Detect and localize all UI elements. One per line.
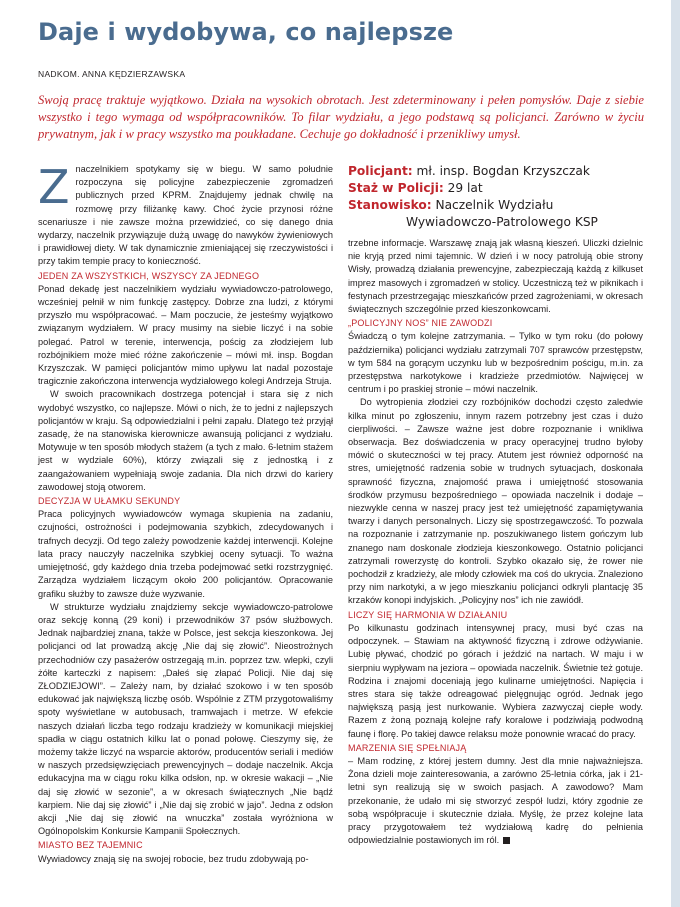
page-edge-strip bbox=[671, 0, 680, 907]
article-title: Daje i wydobywa, co najlepsze bbox=[38, 18, 454, 46]
paragraph bbox=[348, 755, 643, 847]
profile-value: Wywiadowczo-Patrolowego KSP bbox=[406, 215, 598, 229]
profile-label: Staż w Policji: bbox=[348, 181, 444, 195]
paragraph: Ponad dekadę jest naczelnikiem wydziału wywiadowczo-patrolowego, wcześniej pełnił w nim funkcję zastępcy. Dobrze zna ludzi, z którymi przyszło mu współpracować. – Mam poczucie, że jesteśmy wyjątkowo związanym wydziałem. W pracy musimy na siebie liczyć i na sobie polegać. Patrol w terenie, interwencja, pościg za złodziejem lub rozbójnikiem może mieć różne zakończenie – mówi mł. insp. Bogdan Krzyszczak. W pamięci policjantów mimo upływu lat nadal pozostaje tragicznie zakończona interwencja wydziałowego kolegi Andrzeja Struja. bbox=[38, 283, 333, 387]
section-heading: MIASTO BEZ TAJEMNIC bbox=[38, 840, 143, 851]
section-heading: JEDEN ZA WSZYSTKICH, WSZYSCY ZA JEDNEGO bbox=[38, 270, 260, 281]
paragraph: W swoich pracownikach dostrzega potencjał i stara się z nich wydobyć wszystko, co najlepsze. Mówi o nich, że to jedni z najlepszych policjantów w kraju. Są odpowiedzialni i pełni zapału. Dlatego też przyjął zasadę, że na stanowiska kierownicze awansują policjanci z wydziału. Motywuje w ten sposób młodych stażem (a tych z mało. 6-letnim stażem jest w wydziale 60%), którzy związali się z jednostką i z zaangażowaniem wypełniają swoje zadania. Dla nich drzwi do kariery zawodowej stoją otworem. bbox=[38, 389, 333, 492]
section-heading: DECYZJA W UŁAMKU SEKUNDY bbox=[38, 496, 181, 507]
article-lead: Swoją pracę traktuje wyjątkowo. Działa na wysokich obrotach. Jest zdeterminowany i pełen pomysłów. Daje z siebie wszystko i tego wymaga od współpracowników. To filar wydziału, a jego podstawą są policjanci. Zarówno w życiu prywatnym, jak i w pracy wszystko ma poukładane. Cechuje go dokładność i przenikliwy umysł. bbox=[38, 93, 644, 141]
section-heading: LICZY SIĘ HARMONIA W DZIAŁANIU bbox=[348, 609, 508, 620]
right-column bbox=[348, 163, 643, 847]
profile-label: Policjant: bbox=[348, 164, 413, 178]
profile-value: 29 lat bbox=[447, 181, 483, 195]
drop-cap: Z bbox=[38, 160, 70, 214]
profile-position-row bbox=[348, 197, 643, 231]
end-of-article-mark bbox=[503, 837, 510, 844]
profile-value: mł. insp. Bogdan Krzyszczak bbox=[416, 164, 590, 178]
profile-officer-row bbox=[348, 163, 643, 180]
paragraph: Praca policyjnych wywiadowców wymaga skupienia na zadaniu, czujności, ostrożności i podejmowania szybkich, zdecydowanych i trafnych decyzji. Od tego zależy powodzenie każdej interwencji. Kolejne lata pracy nauczyły naczelnika szybkiej oceny sytuacji. To ważna umiejętność, gdy każdego dnia trzeba podejmować setki rozstrzygnięć. Zarządza wydziałem liczącym około 200 policjantów. Opracowanie grafiku służby to zawsze duże wyzwanie. bbox=[38, 509, 333, 599]
paragraph: Świadczą o tym kolejne zatrzymania. – Tylko w tym roku (do połowy października) policjanci wydziału zatrzymali 707 sprawców przestępstw, w tym 584 na gorącym uczynku lub w bezpośrednim pościgu, m.in. za przestępstwa narkotykowe i kradzieże przedmiotów. Najwięcej w centrum i po praskiej stronie – mówi naczelnik. bbox=[348, 331, 643, 395]
paragraph: trzebne informacje. Warszawę znają jak własną kieszeń. Uliczki dzielnic nie kryją przed nimi tajemnic. W dzień i w nocy patrolują obie strony Wisły, prowadzą działania prewencyjne, zabezpieczają każdą z kilkuset imprez masowych i zgromadzeń w stolicy. Uczestniczą też w piknikach i festynach przestrzegając mieszkańców przed zagrożeniami, w okresach świątecznych szczególnie przed kieszonkowcami. bbox=[348, 238, 643, 315]
paragraph: Do wytropienia złodziei czy rozbójników dochodzi często zaledwie kilka minut po zgłoszeniu, innym razem potrzebny jest czas i dużo cierpliwości. – Zawsze ważne jest dobre rozpoznanie i wnikliwa obserwacja. Bez doświadczenia w pracy operacyjnej trudno byłoby mówić o skuteczności w tej pracy. Atutem jest również odporność na stres, umiejętność radzenia sobie w trudnych sytuacjach, doskonała sprawność fizyczna, znajomość prawa i umiejętność stosowania środków przymusu bezpośredniego – opowiada naczelnik i dodaje – niezwykle cenna w naszej pracy jest też umiejętność zapamiętywania twarzy i danych personalnych. Liczy się spostrzegawczość. To pozwala na rozpoznanie i zatrzymanie np. poszukiwanego listem gończym lub znanego nam doskonale złodzieja kieszonkowego. Ostatnio policjanci zatrzymali rowerzystę do kontroli. Szybko okazało się, że rower nie pochodził z kradzieży, ale młody człowiek ma coś do ukrycia. Znaleziono przy nim narkotyki, a w jego mieszkaniu policjanci odkryli plantację 35 krzaków konopi indyjskich. „Policyjny nos” ich nie zawiódł. bbox=[348, 397, 643, 606]
profile-value: Naczelnik Wydziału bbox=[435, 198, 554, 212]
profile-box bbox=[348, 163, 643, 231]
profile-label: Stanowisko: bbox=[348, 198, 432, 212]
paragraph: Wywiadowcy znają się na swojej robocie, bez trudu zdobywają po- bbox=[38, 853, 309, 864]
section-heading: MARZENIA SIĘ SPEŁNIAJĄ bbox=[348, 742, 467, 753]
paragraph-text: – Mam rodzinę, z której jestem dumny. Jest dla mnie najważniejsza. Żona dzieli moje zainteresowania, a zarówno 25-letnia córka, jak i 21-letni syn realizują się w swoich pasjach. A zawodowo? Mam przekonanie, że udało mi się stworzyć zespół ludzi, który zgodnie ze sobą współpracuje i skutecznie działa. Myślę, że przez kolejne lata pracy przygotowałem też wydziałową kadrę do pełnienia odpowiedzialnie postawionych im ról. bbox=[348, 755, 643, 846]
article-author: NADKOM. ANNA KĘDZIERZAWSKA bbox=[38, 69, 186, 79]
profile-tenure-row bbox=[348, 180, 643, 197]
paragraph: naczelnikiem spotykamy się w biegu. W samo południe rozpoczyna się policyjne zabezpieczenie zgromadzeń publicznych przed KPRM. Znajdujemy jednak chwilę na rozmowę przy filiżankę kawy. Choć życie przynosi różne scenariusze i nie zawsze można przewidzieć, co się danego dnia wydarzy, naczelnik przywiązuje dużą uwagę do nawyków żywieniowych i prawidłowej diety. W tak dynamicznie zmieniającej się rzeczywistości i przy takim tempie pracy to konieczność. bbox=[38, 164, 333, 267]
section-heading: „POLICYJNY NOS” NIE ZAWODZI bbox=[348, 318, 493, 329]
paragraph: Po kilkunastu godzinach intensywnej pracy, musi być czas na odpoczynek. – Stawiam na aktywność fizyczną i zdrowe odżywianie. Lubię pływać, chodzić po górach i jeździć na nartach. W maju i w sierpniu wypływam na jeziora – opowiada naczelnik. Świetnie też gotuje. Rodzina i znajomi doceniają jego kulinarne umiejętności. Napięcia i stres stara się także odreagować pielęgnując ogród. Jednak jego największą pasją jest nurkowanie. Wybiera zazwyczaj ciepłe wody. Razem z żoną poznają kolejne rafy koralowe i podziwiają podwodną faunę i florę. Po takiej dawce relaksu może ponownie wracać do pracy. bbox=[348, 622, 643, 739]
left-column bbox=[38, 160, 333, 866]
paragraph: W strukturze wydziału znajdziemy sekcje wywiadowczo-patrolowe oraz sekcję konną (29 koni) i przewodników 37 psów służbowych. Jednak najbardziej znana, także w Polsce, jest sekcja kieszonkowa. Jej policjanci od lat prowadzą akcję „Nie daj się złowić”. Nieostrożnych przechodniów czy pasażerów ostrzegają m.in. poprzez tzw. wlepki, czyli żółte karteczki z napisem: „Dałeś się złapać Policji. Nie daj się ZŁODZIEJOWI”. – Zależy nam, by działać szokowo i w ten sposób edukować jak największą liczbę osób. Wspólnie z ZTM przygotowaliśmy spoty wyświetlane w autobusach, tramwajach i metrze. W efekcie naszych działań liczba tego rodzaju kradzieży w komunikacji miejskiej spadła w ciągu ostatnich kilku lat o ponad połowę. Cieszymy się, że możemy także liczyć na wsparcie aktorów, producentów seriali i mediów w naszych przedsięwzięciach prewencyjnych – dodaje naczelnik. Akcja edukacyjna ma w ciągu roku kilka odsłon, np. w okresie wakacji – „Nie daj się złowić w sezonie”, a w okresach świątecznych „Nie bądź karpiem. Nie daj się złowić” i „Nie daj się zrobić w jajo”. Jedna z odsłon akcji „Nie daj się złowić na wnuczka” została wyróżniona w Ogólnopolskim Konkursie Kampanii Społecznych. bbox=[38, 601, 333, 837]
